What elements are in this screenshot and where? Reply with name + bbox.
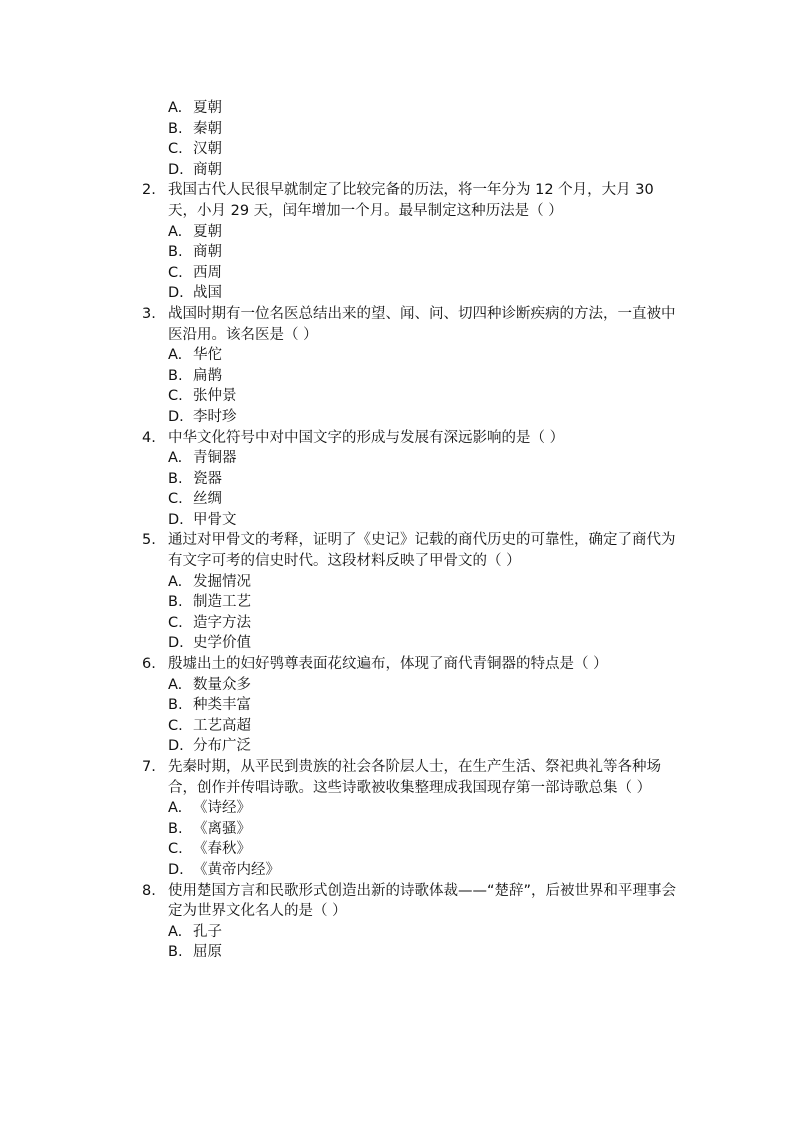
option-a: A. 孔子 [168, 923, 222, 940]
option-d: D. 史学价值 [168, 635, 251, 652]
option-b: B. 瓷器 [168, 470, 222, 487]
option-d: D. 战国 [168, 285, 222, 302]
option-b: B. 秦朝 [168, 120, 222, 137]
option-b: B. 制造工艺 [168, 594, 251, 611]
question-number: 8. [142, 882, 156, 899]
option-c: C. 造字方法 [168, 614, 251, 631]
option-a: A. 华佗 [168, 347, 222, 364]
question-number: 3. [142, 305, 156, 322]
question-number: 7. [142, 759, 156, 775]
exam-page [0, 98, 794, 963]
option-c: C. 西周 [168, 264, 222, 281]
option-d: D. 商朝 [168, 161, 222, 178]
question-4 [142, 428, 680, 449]
option-b: B. 扁鹊 [168, 367, 222, 384]
option-c: C. 《春秋》 [168, 841, 251, 858]
question-6 [142, 654, 680, 675]
option-c: C. 工艺高超 [168, 717, 251, 734]
question-number: 6. [142, 656, 156, 673]
question-number: 2. [142, 182, 156, 199]
question-6-options [168, 675, 794, 757]
question-number: 4. [142, 429, 156, 446]
question-text: 殷墟出土的妇好鸮尊表面花纹遍布，体现了商代青铜器的特点是（ ） [168, 656, 608, 673]
option-a: A. 青铜器 [168, 450, 237, 467]
option-b: B. 种类丰富 [168, 697, 251, 714]
question-text: 中华文化符号中对中国文字的形成与发展有深远影响的是（ ） [168, 429, 565, 446]
question-7-options [168, 798, 794, 880]
option-c: C. 张仲景 [168, 388, 237, 405]
question-4-options [168, 448, 794, 530]
question-1-options [168, 98, 794, 180]
question-5-options [168, 572, 794, 654]
option-b: B. 《离骚》 [168, 820, 251, 837]
question-text: 战国时期有一位名医总结出来的望、闻、问、切四种诊断疾病的方法，一直被中医沿用。该名医是（ ） [168, 305, 676, 343]
option-c: C. 丝绸 [168, 491, 222, 508]
option-a: A. 《诗经》 [168, 800, 251, 817]
question-3 [142, 304, 680, 345]
question-text: 我国古代人民很早就制定了比较完备的历法，将一年分为 12 个月，大月 30 天，小月 29 天，闰年增加一个月。最早制定这种历法是（ ） [168, 182, 654, 219]
question-text: 通过对甲骨文的考释，证明了《史记》记载的商代历史的可靠性，确定了商代为有文字可考的信史时代。这段材料反映了甲骨文的（ ） [168, 532, 676, 570]
option-b: B. 商朝 [168, 244, 222, 261]
question-8 [142, 881, 680, 922]
question-3-options [168, 345, 794, 427]
question-text: 使用楚国方言和民歌形式创造出新的诗歌体裁——“楚辞”，后被世界和平理事会定为世界文化名人的是（ ） [168, 882, 677, 920]
option-d: D. 李时珍 [168, 408, 237, 425]
question-2-options [168, 222, 794, 304]
option-a: A. 夏朝 [168, 223, 222, 240]
question-5 [142, 530, 680, 571]
question-7 [142, 757, 680, 798]
question-8-options [168, 922, 794, 963]
option-a: A. 数量众多 [168, 676, 251, 693]
option-c: C. 汉朝 [168, 141, 222, 158]
option-d: D. 分布广泛 [168, 738, 251, 755]
option-a: A. 夏朝 [168, 100, 222, 116]
option-a: A. 发掘情况 [168, 573, 251, 590]
option-d: D. 甲骨文 [168, 511, 237, 528]
option-d: D. 《黄帝内经》 [168, 861, 280, 878]
question-text: 先秦时期，从平民到贵族的社会各阶层人士，在生产生活、祭祀典礼等各种场合，创作并传唱诗歌。这些诗歌被收集整理成我国现存第一部诗歌总集（ ） [168, 759, 661, 796]
question-number: 5. [142, 532, 156, 549]
option-b: B. 屈原 [168, 944, 222, 961]
question-2 [142, 180, 680, 221]
